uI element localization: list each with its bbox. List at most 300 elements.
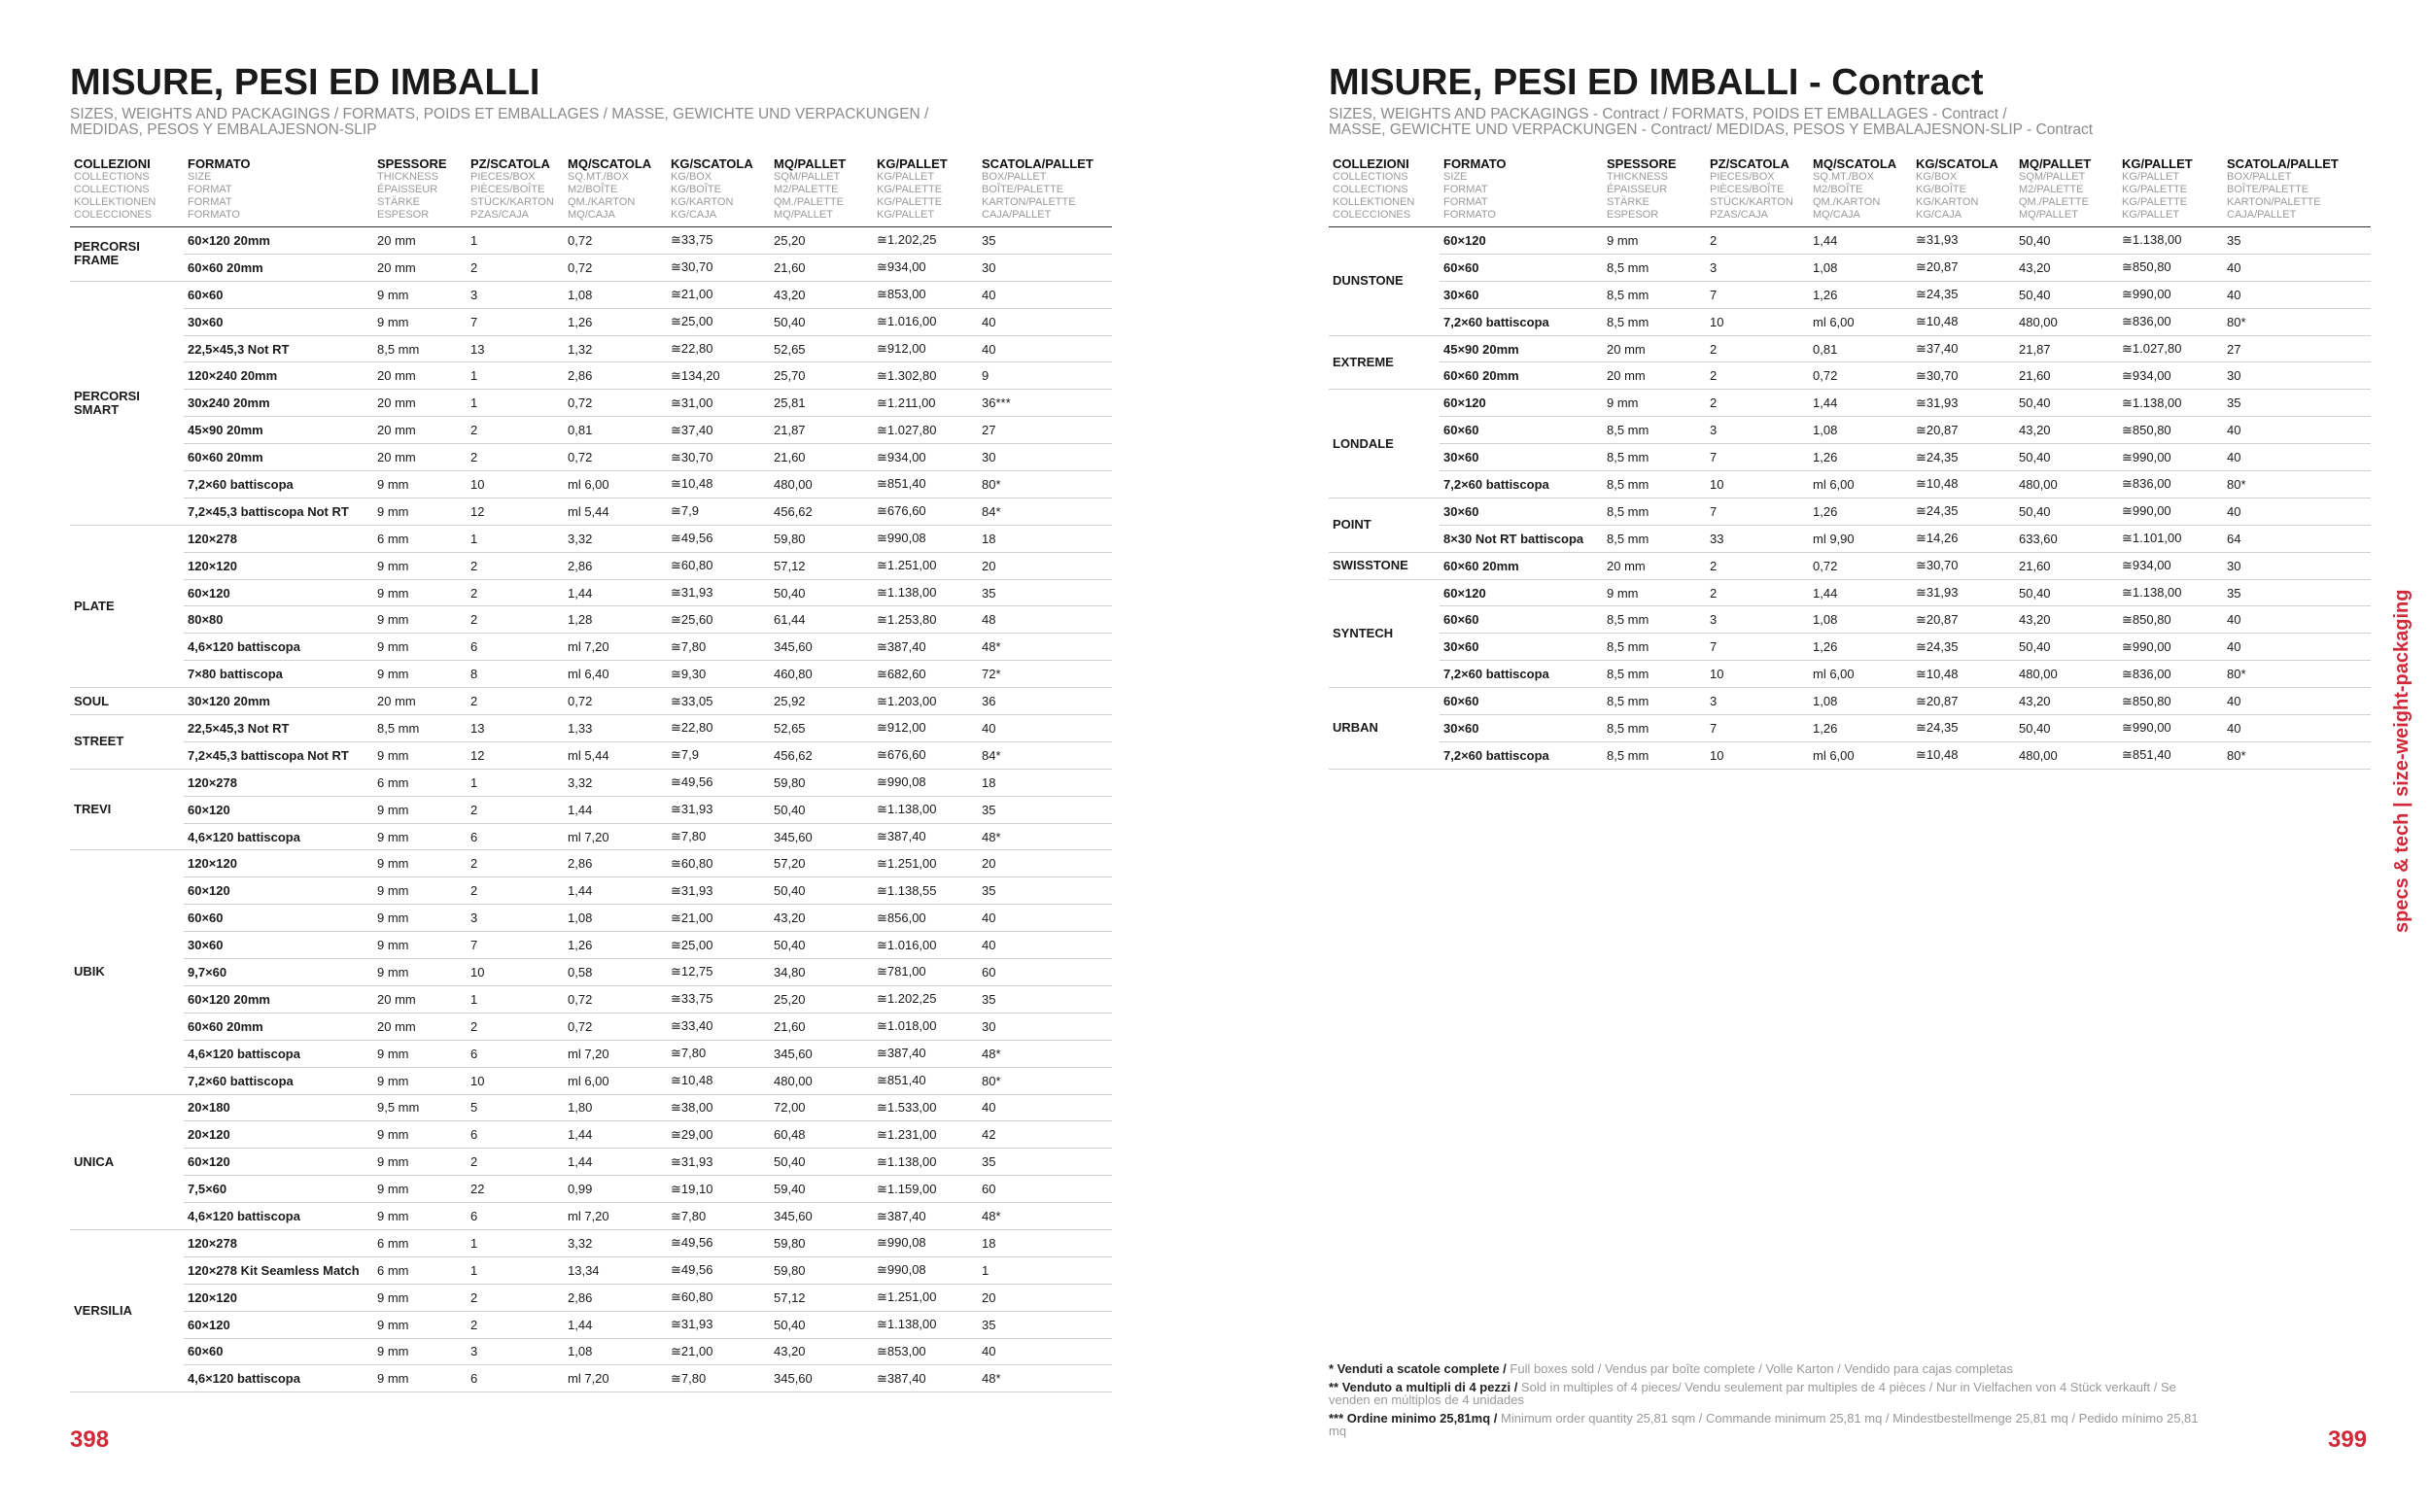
value-cell: 0,58: [564, 959, 667, 986]
table-row: [1329, 362, 2371, 390]
column-header-label: COLLEZIONI: [74, 156, 151, 171]
column-header-translation: PZAS/CAJA: [1710, 209, 1768, 221]
column-header-translation: KOLLEKTIONEN: [74, 196, 156, 208]
value-cell: ≅30,70: [1912, 362, 2015, 390]
column-header-translation: PIECES/BOX: [470, 171, 536, 183]
value-cell: ≅676,60: [873, 741, 978, 769]
value-cell: ≅7,80: [667, 823, 770, 850]
value-cell: 1,08: [1809, 688, 1912, 715]
value-cell: 9 mm: [373, 1121, 467, 1149]
column-header-translation: FORMATO: [188, 209, 240, 221]
footnote-label: * Venduti a scatole complete /: [1329, 1361, 1510, 1376]
value-cell: 9 mm: [373, 661, 467, 688]
value-cell: 1,08: [1809, 606, 1912, 634]
column-header-translation: PIÈCES/BOÎTE: [470, 184, 545, 195]
format-cell: 60×120: [184, 1311, 373, 1338]
value-cell: ≅20,87: [1912, 417, 2015, 444]
value-cell: 9 mm: [373, 1365, 467, 1392]
collection-name: SWISSTONE: [1329, 552, 1440, 579]
table-row: [70, 1338, 1112, 1365]
value-cell: 21,60: [770, 1013, 873, 1040]
column-header-translation: FORMAT: [1443, 184, 1488, 195]
format-cell: 7,2×45,3 battiscopa Not RT: [184, 741, 373, 769]
value-cell: 9 mm: [1603, 579, 1706, 606]
value-cell: ≅934,00: [2118, 552, 2223, 579]
value-cell: 345,60: [770, 1040, 873, 1067]
column-header-translation: FORMATO: [1443, 209, 1496, 221]
value-cell: 9 mm: [373, 1311, 467, 1338]
format-cell: 30×60: [184, 308, 373, 335]
value-cell: ≅1.138,00: [873, 579, 978, 606]
format-cell: 30×60: [1440, 715, 1603, 742]
value-cell: 6 mm: [373, 525, 467, 552]
format-cell: 4,6×120 battiscopa: [184, 1040, 373, 1067]
value-cell: 2: [467, 417, 564, 444]
value-cell: 35: [978, 579, 1112, 606]
footnote-text: Sold in multiples of 4 pieces/ Vendu seulement par multiples de 4 pièces / Nur in Vielfachen von 4 Stück verkauft / Se venden en múltiplos de 4 unidades: [1329, 1380, 2176, 1407]
column-header-translation: PIECES/BOX: [1710, 171, 1775, 183]
format-cell: 60×60 20mm: [184, 254, 373, 281]
value-cell: 1,33: [564, 715, 667, 742]
collection-name: PLATE: [70, 525, 184, 687]
value-cell: 9 mm: [373, 281, 467, 308]
value-cell: 20: [978, 552, 1112, 579]
page-title: MISURE, PESI ED IMBALLI - Contract: [1329, 62, 1984, 103]
value-cell: 80*: [2223, 308, 2371, 335]
value-cell: 6: [467, 1121, 564, 1149]
value-cell: ≅990,00: [2118, 634, 2223, 661]
value-cell: ≅850,80: [2118, 254, 2223, 281]
value-cell: 5: [467, 1094, 564, 1121]
value-cell: ≅1.027,80: [873, 417, 978, 444]
table-row: [70, 932, 1112, 959]
value-cell: ≅30,70: [667, 444, 770, 471]
value-cell: 1: [467, 525, 564, 552]
value-cell: 9 mm: [373, 1203, 467, 1230]
column-header-translation: KG/BOÎTE: [671, 184, 721, 195]
format-cell: 30×60: [1440, 634, 1603, 661]
value-cell: 21,60: [770, 254, 873, 281]
column-header-label: MQ/PALLET: [774, 156, 847, 171]
value-cell: 40: [2223, 634, 2371, 661]
value-cell: 48*: [978, 823, 1112, 850]
value-cell: ≅21,00: [667, 281, 770, 308]
column-header: [1603, 154, 1706, 227]
format-cell: 120×240 20mm: [184, 362, 373, 390]
column-header-translation: BOÎTE/PALETTE: [982, 184, 1064, 195]
column-header-translation: M2/BOÎTE: [568, 184, 618, 195]
table-row: [1329, 471, 2371, 498]
format-cell: 20×180: [184, 1094, 373, 1121]
value-cell: ≅31,93: [667, 579, 770, 606]
value-cell: 40: [978, 335, 1112, 362]
format-cell: 60×120: [1440, 390, 1603, 417]
value-cell: ≅24,35: [1912, 715, 2015, 742]
value-cell: 21,60: [2015, 362, 2118, 390]
value-cell: 25,92: [770, 688, 873, 715]
value-cell: ≅24,35: [1912, 634, 2015, 661]
value-cell: 480,00: [2015, 661, 2118, 688]
value-cell: 2: [467, 444, 564, 471]
table-row: [70, 741, 1112, 769]
value-cell: 40: [2223, 715, 2371, 742]
value-cell: 8,5 mm: [1603, 741, 1706, 769]
value-cell: 6 mm: [373, 1229, 467, 1256]
table-row: [1329, 498, 2371, 525]
value-cell: ≅20,87: [1912, 606, 2015, 634]
table-row: [1329, 525, 2371, 552]
value-cell: 43,20: [770, 1338, 873, 1365]
value-cell: 9 mm: [373, 1040, 467, 1067]
column-header-translation: SQ.MT./BOX: [1813, 171, 1874, 183]
value-cell: 25,20: [770, 985, 873, 1013]
value-cell: 64: [2223, 525, 2371, 552]
value-cell: ≅990,08: [873, 1229, 978, 1256]
column-header-translation: QM./PALETTE: [2019, 196, 2089, 208]
value-cell: ≅33,40: [667, 1013, 770, 1040]
value-cell: ≅31,93: [667, 1311, 770, 1338]
collection-name: TREVI: [70, 769, 184, 850]
value-cell: ≅7,80: [667, 1365, 770, 1392]
value-cell: ≅387,40: [873, 1203, 978, 1230]
value-cell: 35: [978, 796, 1112, 823]
column-header-translation: KOLLEKTIONEN: [1333, 196, 1415, 208]
column-header-translation: MQ/PALLET: [774, 209, 833, 221]
value-cell: ≅7,9: [667, 498, 770, 525]
value-cell: ≅1.101,00: [2118, 525, 2223, 552]
value-cell: 40: [978, 932, 1112, 959]
value-cell: 8,5 mm: [373, 335, 467, 362]
value-cell: 2: [467, 850, 564, 877]
value-cell: 9 mm: [373, 959, 467, 986]
value-cell: 50,40: [2015, 498, 2118, 525]
value-cell: 1,26: [1809, 444, 1912, 471]
value-cell: 345,60: [770, 1203, 873, 1230]
table-row: [70, 606, 1112, 634]
collection-name: DUNSTONE: [1329, 227, 1440, 336]
format-cell: 7,2×60 battiscopa: [1440, 308, 1603, 335]
value-cell: 9 mm: [373, 1067, 467, 1094]
value-cell: ≅60,80: [667, 552, 770, 579]
value-cell: ≅31,93: [1912, 227, 2015, 255]
value-cell: 456,62: [770, 498, 873, 525]
table-row: [70, 362, 1112, 390]
value-cell: 7: [467, 932, 564, 959]
column-header: [1329, 154, 1440, 227]
table-row: [1329, 741, 2371, 769]
table-row: [1329, 281, 2371, 308]
value-cell: 9 mm: [373, 308, 467, 335]
column-header-translation: COLECCIONES: [1333, 209, 1411, 221]
value-cell: 52,65: [770, 335, 873, 362]
column-header-translation: KG/PALLET: [877, 209, 935, 221]
table-row: [1329, 715, 2371, 742]
collection-name: PERCORSI SMART: [70, 281, 184, 525]
value-cell: ≅836,00: [2118, 471, 2223, 498]
value-cell: ml 9,90: [1809, 525, 1912, 552]
value-cell: 20 mm: [1603, 362, 1706, 390]
collection-name: URBAN: [1329, 688, 1440, 770]
value-cell: ≅387,40: [873, 1365, 978, 1392]
value-cell: 6: [467, 634, 564, 661]
format-cell: 7,2×60 battiscopa: [184, 1067, 373, 1094]
value-cell: 20 mm: [373, 444, 467, 471]
value-cell: 9 mm: [373, 552, 467, 579]
column-header: [1809, 154, 1912, 227]
table-row: [1329, 661, 2371, 688]
table-row: [70, 335, 1112, 362]
format-cell: 120×278: [184, 769, 373, 796]
value-cell: 10: [467, 1067, 564, 1094]
table-row: [70, 1176, 1112, 1203]
value-cell: ≅1.231,00: [873, 1121, 978, 1149]
table-row: [70, 1013, 1112, 1040]
value-cell: ≅10,48: [1912, 661, 2015, 688]
value-cell: 50,40: [770, 308, 873, 335]
column-header-translation: SIZE: [1443, 171, 1468, 183]
value-cell: 52,65: [770, 715, 873, 742]
column-header-translation: PIÈCES/BOÎTE: [1710, 184, 1785, 195]
value-cell: ≅850,80: [2118, 688, 2223, 715]
value-cell: 2: [467, 552, 564, 579]
value-cell: 0,72: [1809, 362, 1912, 390]
table-row: [1329, 335, 2371, 362]
column-header-translation: BOÎTE/PALETTE: [2227, 184, 2309, 195]
value-cell: 1,08: [564, 281, 667, 308]
collection-name: UBIK: [70, 850, 184, 1094]
value-cell: ≅682,60: [873, 661, 978, 688]
value-cell: 6 mm: [373, 769, 467, 796]
value-cell: ≅836,00: [2118, 661, 2223, 688]
value-cell: 43,20: [2015, 417, 2118, 444]
value-cell: 1: [467, 362, 564, 390]
value-cell: 345,60: [770, 823, 873, 850]
table-row: [70, 1094, 1112, 1121]
value-cell: 13,34: [564, 1256, 667, 1284]
value-cell: ≅1.202,25: [873, 227, 978, 255]
value-cell: 2: [467, 254, 564, 281]
value-cell: 34,80: [770, 959, 873, 986]
format-cell: 45×90 20mm: [1440, 335, 1603, 362]
collection-name: UNICA: [70, 1094, 184, 1229]
value-cell: 9 mm: [373, 606, 467, 634]
format-cell: 60×60 20mm: [184, 1013, 373, 1040]
value-cell: 20 mm: [1603, 335, 1706, 362]
value-cell: 35: [978, 877, 1112, 905]
value-cell: ≅1.138,00: [2118, 579, 2223, 606]
value-cell: 7: [1706, 498, 1809, 525]
value-cell: ≅1.016,00: [873, 932, 978, 959]
table-row: [70, 1040, 1112, 1067]
value-cell: 7: [1706, 281, 1809, 308]
value-cell: 22: [467, 1176, 564, 1203]
value-cell: 6: [467, 1040, 564, 1067]
value-cell: ≅31,93: [667, 877, 770, 905]
value-cell: 1,26: [564, 932, 667, 959]
table-row: [1329, 552, 2371, 579]
value-cell: 9 mm: [373, 1284, 467, 1311]
column-header-translation: FORMAT: [188, 184, 232, 195]
format-cell: 7×80 battiscopa: [184, 661, 373, 688]
value-cell: 61,44: [770, 606, 873, 634]
value-cell: ml 7,20: [564, 823, 667, 850]
format-cell: 60×120: [184, 579, 373, 606]
format-cell: 4,6×120 battiscopa: [184, 823, 373, 850]
value-cell: 0,72: [564, 227, 667, 255]
value-cell: ≅1.253,80: [873, 606, 978, 634]
format-cell: 120×120: [184, 552, 373, 579]
column-header-translation: COLLECTIONS: [1333, 184, 1408, 195]
column-header-translation: COLLECTIONS: [1333, 171, 1408, 183]
value-cell: ≅1.138,00: [2118, 390, 2223, 417]
value-cell: 20 mm: [373, 985, 467, 1013]
value-cell: ≅33,05: [667, 688, 770, 715]
column-header-translation: KG/PALLET: [2122, 209, 2180, 221]
value-cell: ≅1.138,00: [873, 1311, 978, 1338]
value-cell: 2,86: [564, 850, 667, 877]
value-cell: 0,72: [564, 254, 667, 281]
value-cell: 21,60: [770, 444, 873, 471]
value-cell: 50,40: [770, 579, 873, 606]
value-cell: 9,5 mm: [373, 1094, 467, 1121]
value-cell: 1,08: [1809, 417, 1912, 444]
value-cell: 3: [467, 281, 564, 308]
value-cell: 48: [978, 606, 1112, 634]
value-cell: 7: [1706, 444, 1809, 471]
value-cell: 40: [978, 905, 1112, 932]
column-header-translation: KG/PALLET: [877, 171, 935, 183]
value-cell: 1,44: [564, 796, 667, 823]
format-cell: 30x240 20mm: [184, 390, 373, 417]
column-header-translation: KG/PALETTE: [2122, 196, 2188, 208]
format-cell: 60×60 20mm: [1440, 362, 1603, 390]
value-cell: ≅21,00: [667, 1338, 770, 1365]
value-cell: ≅24,35: [1912, 281, 2015, 308]
value-cell: 60,48: [770, 1121, 873, 1149]
value-cell: ≅14,26: [1912, 525, 2015, 552]
value-cell: ml 5,44: [564, 741, 667, 769]
value-cell: 2: [467, 1149, 564, 1176]
table-row: [70, 1067, 1112, 1094]
value-cell: 80*: [2223, 471, 2371, 498]
value-cell: 59,80: [770, 769, 873, 796]
value-cell: 40: [978, 281, 1112, 308]
column-header-translation: STÜCK/KARTON: [470, 196, 554, 208]
value-cell: ≅1.159,00: [873, 1176, 978, 1203]
value-cell: ≅1.138,00: [873, 796, 978, 823]
value-cell: ≅912,00: [873, 335, 978, 362]
footnote-label: *** Ordine minimo 25,81mq /: [1329, 1411, 1501, 1426]
value-cell: ≅134,20: [667, 362, 770, 390]
value-cell: 12: [467, 498, 564, 525]
table-row: [70, 877, 1112, 905]
value-cell: ≅934,00: [2118, 362, 2223, 390]
table-row: [70, 1149, 1112, 1176]
value-cell: ≅10,48: [1912, 471, 2015, 498]
table-row: [1329, 444, 2371, 471]
column-header-translation: ÉPAISSEUR: [1607, 184, 1668, 195]
value-cell: ≅1.251,00: [873, 1284, 978, 1311]
value-cell: 40: [2223, 281, 2371, 308]
column-header-label: FORMATO: [1443, 156, 1507, 171]
value-cell: 1: [978, 1256, 1112, 1284]
column-header-translation: KARTON/PALETTE: [2227, 196, 2321, 208]
value-cell: ≅856,00: [873, 905, 978, 932]
value-cell: 30: [978, 444, 1112, 471]
value-cell: 43,20: [770, 905, 873, 932]
value-cell: 9 mm: [1603, 390, 1706, 417]
value-cell: 0,72: [564, 688, 667, 715]
format-cell: 22,5×45,3 Not RT: [184, 715, 373, 742]
value-cell: ≅990,00: [2118, 498, 2223, 525]
column-header: [70, 154, 184, 227]
value-cell: 2: [467, 1311, 564, 1338]
value-cell: 25,20: [770, 227, 873, 255]
value-cell: ml 7,20: [564, 634, 667, 661]
value-cell: ≅24,35: [1912, 444, 2015, 471]
column-header: [2015, 154, 2118, 227]
column-header: [770, 154, 873, 227]
format-cell: 120×278: [184, 525, 373, 552]
footnote: [1329, 1362, 2204, 1375]
format-cell: 60×60 20mm: [184, 444, 373, 471]
value-cell: 8,5 mm: [1603, 661, 1706, 688]
value-cell: 33: [1706, 525, 1809, 552]
column-header-translation: MQ/PALLET: [2019, 209, 2078, 221]
value-cell: 35: [978, 985, 1112, 1013]
value-cell: ≅990,08: [873, 1256, 978, 1284]
column-header-label: KG/SCATOLA: [1916, 156, 1998, 171]
value-cell: 30: [2223, 362, 2371, 390]
value-cell: ≅33,75: [667, 227, 770, 255]
value-cell: 20 mm: [1603, 552, 1706, 579]
value-cell: ≅24,35: [1912, 498, 2015, 525]
collection-name: POINT: [1329, 498, 1440, 552]
format-cell: 45×90 20mm: [184, 417, 373, 444]
value-cell: 6 mm: [373, 1256, 467, 1284]
value-cell: 10: [467, 959, 564, 986]
value-cell: 10: [1706, 308, 1809, 335]
column-header-label: KG/PALLET: [877, 156, 948, 171]
value-cell: 43,20: [2015, 688, 2118, 715]
value-cell: 84*: [978, 741, 1112, 769]
column-header-translation: BOX/PALLET: [982, 171, 1047, 183]
value-cell: 480,00: [2015, 741, 2118, 769]
value-cell: 20 mm: [373, 688, 467, 715]
column-header-label: SCATOLA/PALLET: [982, 156, 1094, 171]
format-cell: 30×60: [184, 932, 373, 959]
value-cell: ≅387,40: [873, 634, 978, 661]
format-cell: 60×120 20mm: [184, 227, 373, 255]
value-cell: ≅31,93: [667, 1149, 770, 1176]
value-cell: 2: [1706, 362, 1809, 390]
value-cell: 8,5 mm: [1603, 606, 1706, 634]
column-header-translation: KG/KARTON: [1916, 196, 1979, 208]
value-cell: 9 mm: [373, 634, 467, 661]
value-cell: 1,44: [564, 1311, 667, 1338]
value-cell: 9 mm: [373, 850, 467, 877]
value-cell: ≅25,60: [667, 606, 770, 634]
footnote-text: Full boxes sold / Vendus par boîte complete / Volle Karton / Vendido para cajas completas: [1510, 1361, 2013, 1376]
column-header-translation: KARTON/PALETTE: [982, 196, 1076, 208]
value-cell: 8,5 mm: [373, 715, 467, 742]
value-cell: ≅1.016,00: [873, 308, 978, 335]
column-header-translation: QM./KARTON: [1813, 196, 1881, 208]
table-row: [70, 959, 1112, 986]
value-cell: 2,86: [564, 552, 667, 579]
collection-name: VERSILIA: [70, 1229, 184, 1392]
value-cell: 13: [467, 715, 564, 742]
